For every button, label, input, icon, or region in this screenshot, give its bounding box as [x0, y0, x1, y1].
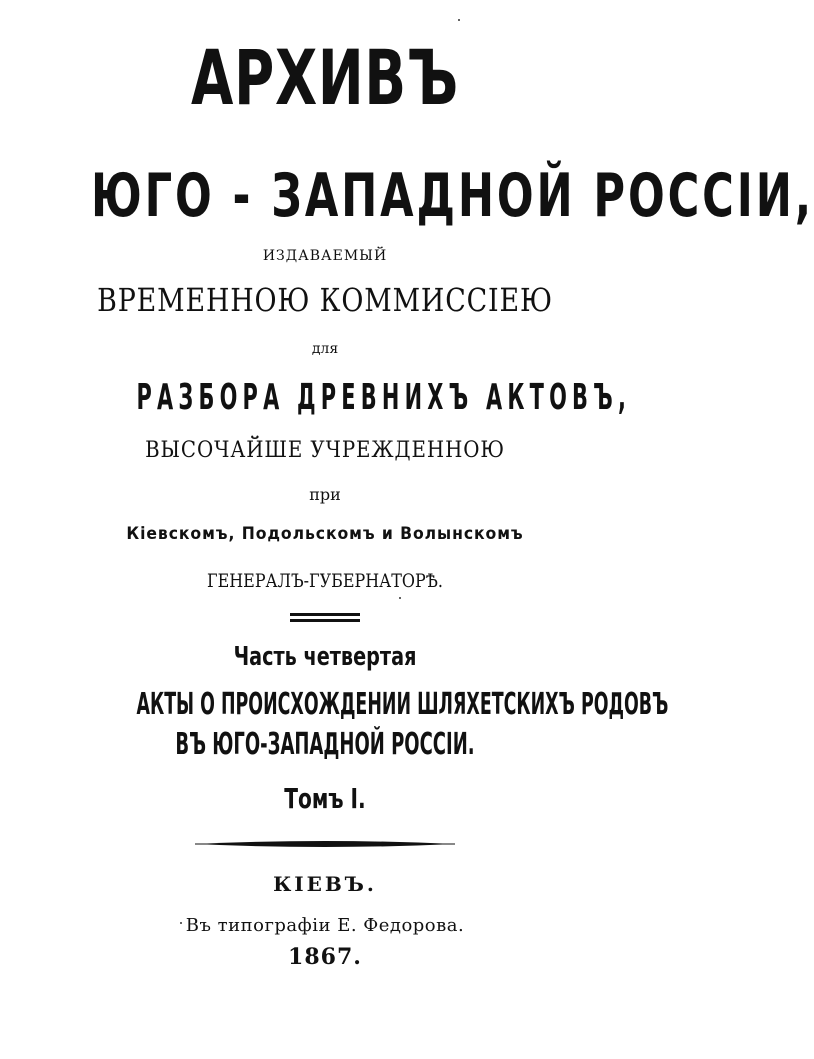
ornamental-rule [195, 836, 455, 852]
provinces-line: Кіевскомъ, Подольскомъ и Волынскомъ [126, 524, 524, 544]
archive-title: АРХИВЪ [191, 33, 459, 122]
issued-by-label: ИЗДАВАЕМЫЙ [262, 248, 388, 264]
analysis-heading: РАЗБОРА ДРЕВНИХЪ АКТОВЪ, [136, 377, 632, 418]
established-line: ВЫСОЧАЙШЕ УЧРЕЖДЕННОЮ [145, 438, 505, 463]
at-label: при [309, 485, 341, 504]
for-label: для [311, 341, 339, 357]
archive-subtitle: ЮГО - ЗАПАДНОЙ РОССІИ, [90, 161, 814, 231]
print-speck [399, 597, 401, 599]
acts-title-line-1: АКТЫ О ПРОИСХОЖДЕНИИ ШЛЯХЕТСКИХЪ РОДОВЪ [136, 687, 669, 722]
part-heading: Часть четвертая [233, 642, 417, 672]
city-label: КІЕВЪ. [273, 872, 377, 896]
print-speck [180, 922, 182, 924]
commission-name: ВРЕМЕННОЮ КОММИССІЕЮ [97, 281, 553, 319]
publication-year: 1867. [288, 944, 362, 970]
acts-title-line-2: ВЪ ЮГО-ЗАПАДНОЙ РОССІИ. [175, 727, 475, 762]
print-speck [458, 19, 460, 21]
volume-label: Томъ I. [284, 782, 366, 815]
printer-line: Въ типографіи Е. Федорова. [185, 915, 465, 936]
double-rule-divider [290, 613, 360, 622]
governor-line: ГЕНЕРАЛЪ-ГУБЕРНАТОРѢ. [207, 570, 443, 592]
